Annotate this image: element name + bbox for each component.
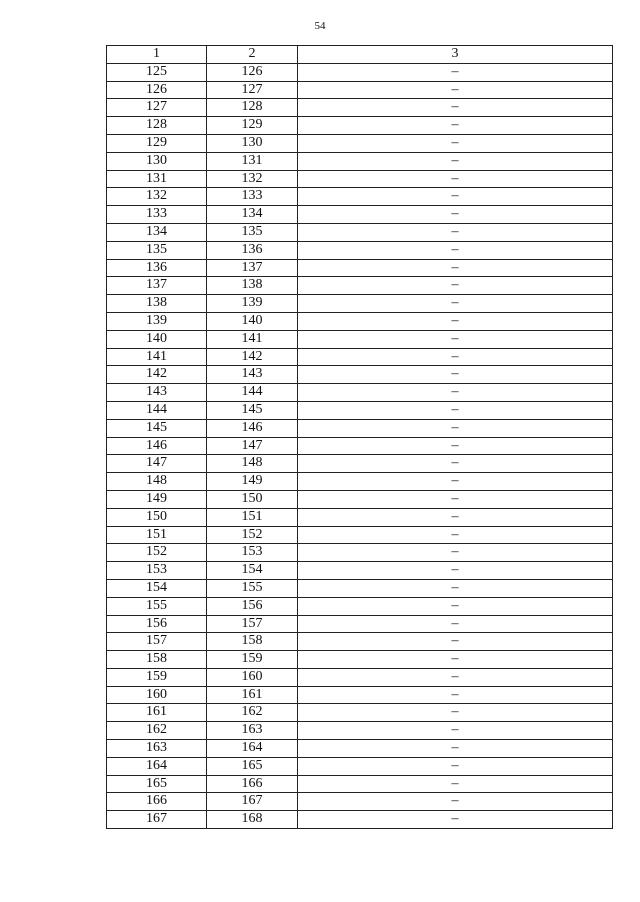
table-cell-col3: –	[298, 81, 613, 99]
table-cell-col1: 128	[107, 117, 207, 135]
table-cell-col3: –	[298, 686, 613, 704]
table-row	[107, 63, 613, 81]
table-row	[107, 259, 613, 277]
table-cell-col2: 138	[207, 277, 298, 295]
table-cell-col1: 146	[107, 437, 207, 455]
table-cell-col3: –	[298, 490, 613, 508]
table-row	[107, 188, 613, 206]
column-header-1: 1	[107, 46, 207, 64]
table-cell-col2: 145	[207, 401, 298, 419]
table-cell-col3: –	[298, 63, 613, 81]
table-cell-col1: 154	[107, 579, 207, 597]
table-cell-col3: –	[298, 757, 613, 775]
table-cell-col1: 141	[107, 348, 207, 366]
page-number: 54	[314, 20, 326, 32]
table-cell-col3: –	[298, 330, 613, 348]
table-cell-col1: 164	[107, 757, 207, 775]
table-cell-col1: 138	[107, 295, 207, 313]
table-row	[107, 793, 613, 811]
table-cell-col2: 155	[207, 579, 298, 597]
table-cell-col1: 148	[107, 473, 207, 491]
table-row	[107, 134, 613, 152]
table-cell-col1: 127	[107, 99, 207, 117]
table-cell-col2: 160	[207, 668, 298, 686]
table-cell-col1: 156	[107, 615, 207, 633]
table-cell-col3: –	[298, 295, 613, 313]
table-cell-col2: 127	[207, 81, 298, 99]
table-row	[107, 651, 613, 669]
table-row	[107, 704, 613, 722]
table-cell-col2: 167	[207, 793, 298, 811]
table-cell-col1: 155	[107, 597, 207, 615]
column-header-2: 2	[207, 46, 298, 64]
table-row	[107, 81, 613, 99]
table-cell-col2: 163	[207, 722, 298, 740]
table-cell-col3: –	[298, 704, 613, 722]
table-cell-col2: 147	[207, 437, 298, 455]
table-cell-col1: 167	[107, 811, 207, 829]
table-row	[107, 562, 613, 580]
table-row	[107, 295, 613, 313]
table-row	[107, 686, 613, 704]
table-cell-col1: 159	[107, 668, 207, 686]
table-row	[107, 775, 613, 793]
table-cell-col2: 151	[207, 508, 298, 526]
table-row	[107, 419, 613, 437]
table-cell-col3: –	[298, 668, 613, 686]
table-cell-col3: –	[298, 419, 613, 437]
table-cell-col3: –	[298, 455, 613, 473]
table-cell-col3: –	[298, 651, 613, 669]
table-row	[107, 348, 613, 366]
table-cell-col2: 157	[207, 615, 298, 633]
table-row	[107, 597, 613, 615]
table-cell-col3: –	[298, 562, 613, 580]
table-cell-col2: 156	[207, 597, 298, 615]
table-cell-col1: 131	[107, 170, 207, 188]
table-row	[107, 668, 613, 686]
table-cell-col1: 139	[107, 312, 207, 330]
table-cell-col3: –	[298, 544, 613, 562]
table-cell-col1: 151	[107, 526, 207, 544]
table-cell-col1: 137	[107, 277, 207, 295]
table-cell-col3: –	[298, 312, 613, 330]
table-cell-col3: –	[298, 508, 613, 526]
table-body	[107, 63, 613, 828]
header-row	[107, 46, 613, 64]
table-cell-col2: 136	[207, 241, 298, 259]
table-cell-col2: 149	[207, 473, 298, 491]
table-cell-col2: 144	[207, 384, 298, 402]
table-cell-col2: 159	[207, 651, 298, 669]
table-cell-col3: –	[298, 170, 613, 188]
table-cell-col3: –	[298, 793, 613, 811]
table-cell-col2: 146	[207, 419, 298, 437]
table-cell-col1: 136	[107, 259, 207, 277]
table-row	[107, 170, 613, 188]
table-header	[107, 46, 613, 64]
table-row	[107, 206, 613, 224]
table-cell-col2: 164	[207, 740, 298, 758]
table-cell-col2: 152	[207, 526, 298, 544]
table-row	[107, 241, 613, 259]
table-cell-col2: 153	[207, 544, 298, 562]
table-row	[107, 490, 613, 508]
table-cell-col1: 134	[107, 223, 207, 241]
table-cell-col3: –	[298, 348, 613, 366]
table-cell-col3: –	[298, 206, 613, 224]
table-cell-col2: 166	[207, 775, 298, 793]
table-cell-col3: –	[298, 223, 613, 241]
table-row	[107, 544, 613, 562]
table-row	[107, 312, 613, 330]
column-header-3: 3	[298, 46, 613, 64]
table-cell-col2: 158	[207, 633, 298, 651]
table-cell-col1: 165	[107, 775, 207, 793]
table-row	[107, 526, 613, 544]
table-cell-col1: 144	[107, 401, 207, 419]
table-cell-col2: 165	[207, 757, 298, 775]
table-cell-col1: 126	[107, 81, 207, 99]
table-cell-col3: –	[298, 366, 613, 384]
table-row	[107, 117, 613, 135]
table-cell-col3: –	[298, 117, 613, 135]
table-cell-col1: 166	[107, 793, 207, 811]
table-cell-col1: 133	[107, 206, 207, 224]
table-cell-col3: –	[298, 615, 613, 633]
table-row	[107, 99, 613, 117]
table-row	[107, 437, 613, 455]
table-cell-col2: 135	[207, 223, 298, 241]
table-cell-col3: –	[298, 722, 613, 740]
table-row	[107, 473, 613, 491]
table-cell-col3: –	[298, 99, 613, 117]
table-cell-col1: 161	[107, 704, 207, 722]
table-cell-col3: –	[298, 579, 613, 597]
table-row	[107, 384, 613, 402]
table-cell-col3: –	[298, 188, 613, 206]
table-cell-col2: 126	[207, 63, 298, 81]
table-cell-col3: –	[298, 259, 613, 277]
table-cell-col1: 140	[107, 330, 207, 348]
table-cell-col3: –	[298, 384, 613, 402]
table-cell-col2: 143	[207, 366, 298, 384]
table-row	[107, 722, 613, 740]
table-cell-col1: 152	[107, 544, 207, 562]
table-cell-col3: –	[298, 134, 613, 152]
table-cell-col3: –	[298, 740, 613, 758]
table-cell-col2: 162	[207, 704, 298, 722]
table-cell-col1: 150	[107, 508, 207, 526]
table-cell-col2: 168	[207, 811, 298, 829]
table-cell-col1: 135	[107, 241, 207, 259]
table-cell-col2: 161	[207, 686, 298, 704]
table-cell-col1: 157	[107, 633, 207, 651]
table-row	[107, 277, 613, 295]
table-cell-col2: 132	[207, 170, 298, 188]
table-cell-col3: –	[298, 775, 613, 793]
table-cell-col3: –	[298, 437, 613, 455]
table-cell-col3: –	[298, 811, 613, 829]
table-cell-col2: 129	[207, 117, 298, 135]
table-cell-col3: –	[298, 241, 613, 259]
table-row	[107, 366, 613, 384]
table-row	[107, 633, 613, 651]
table-row	[107, 223, 613, 241]
table-cell-col3: –	[298, 277, 613, 295]
table-cell-col2: 128	[207, 99, 298, 117]
table-cell-col2: 140	[207, 312, 298, 330]
table-cell-col2: 148	[207, 455, 298, 473]
table-cell-col2: 131	[207, 152, 298, 170]
table-cell-col2: 154	[207, 562, 298, 580]
table-row	[107, 740, 613, 758]
table-cell-col1: 153	[107, 562, 207, 580]
table-cell-col2: 130	[207, 134, 298, 152]
table-cell-col2: 139	[207, 295, 298, 313]
table-row	[107, 811, 613, 829]
table-cell-col1: 149	[107, 490, 207, 508]
table-cell-col1: 145	[107, 419, 207, 437]
table-cell-col2: 141	[207, 330, 298, 348]
table-row	[107, 401, 613, 419]
data-table	[106, 45, 613, 829]
table-row	[107, 615, 613, 633]
table-cell-col1: 147	[107, 455, 207, 473]
table-cell-col2: 150	[207, 490, 298, 508]
table-cell-col2: 137	[207, 259, 298, 277]
table-cell-col3: –	[298, 633, 613, 651]
table-cell-col1: 132	[107, 188, 207, 206]
table-cell-col2: 142	[207, 348, 298, 366]
table-row	[107, 579, 613, 597]
table-cell-col2: 134	[207, 206, 298, 224]
table-cell-col3: –	[298, 401, 613, 419]
table-cell-col1: 142	[107, 366, 207, 384]
table-cell-col1: 125	[107, 63, 207, 81]
table-cell-col2: 133	[207, 188, 298, 206]
table-cell-col1: 162	[107, 722, 207, 740]
table-row	[107, 757, 613, 775]
table-cell-col1: 143	[107, 384, 207, 402]
table-cell-col1: 163	[107, 740, 207, 758]
table-row	[107, 330, 613, 348]
table-cell-col3: –	[298, 597, 613, 615]
table-cell-col3: –	[298, 152, 613, 170]
table-cell-col1: 160	[107, 686, 207, 704]
table-cell-col1: 129	[107, 134, 207, 152]
table-cell-col3: –	[298, 473, 613, 491]
table-cell-col1: 158	[107, 651, 207, 669]
table-row	[107, 508, 613, 526]
table-row	[107, 455, 613, 473]
table-cell-col3: –	[298, 526, 613, 544]
table-row	[107, 152, 613, 170]
table-cell-col1: 130	[107, 152, 207, 170]
